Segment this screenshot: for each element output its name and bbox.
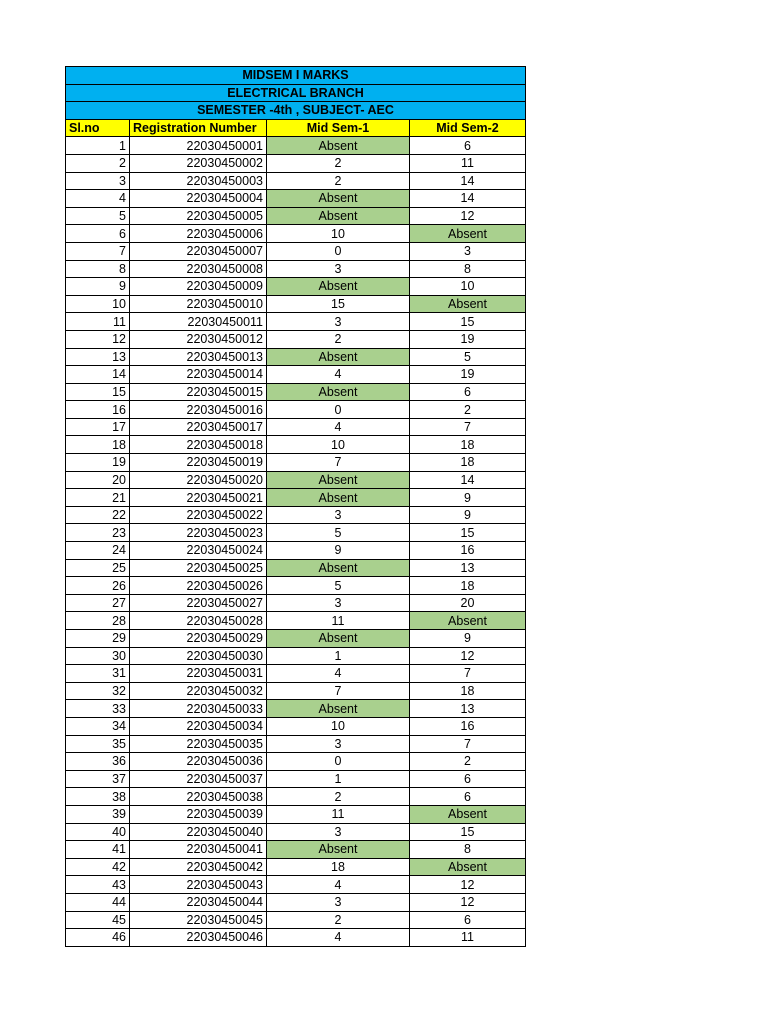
cell-registration[interactable]: 22030450026	[130, 577, 267, 595]
cell-midsem1[interactable]: 0	[267, 753, 410, 771]
table-row	[66, 207, 526, 225]
cell-midsem2[interactable]: Absent	[410, 225, 526, 243]
cell-slno[interactable]: 16	[66, 401, 130, 419]
table-row	[66, 647, 526, 665]
table-row	[66, 260, 526, 278]
cell-registration[interactable]: 22030450009	[130, 278, 267, 296]
cell-midsem2[interactable]: 7	[410, 735, 526, 753]
cell-registration[interactable]: 22030450007	[130, 242, 267, 260]
cell-slno[interactable]: 1	[66, 137, 130, 155]
cell-midsem1[interactable]: Absent	[267, 559, 410, 577]
cell-midsem1[interactable]: 3	[267, 735, 410, 753]
cell-midsem2[interactable]: 6	[410, 770, 526, 788]
table-row	[66, 911, 526, 929]
cell-midsem1[interactable]: Absent	[267, 471, 410, 489]
cell-midsem2[interactable]: 14	[410, 471, 526, 489]
cell-midsem2[interactable]: 12	[410, 647, 526, 665]
table-row	[66, 753, 526, 771]
cell-registration[interactable]: 22030450001	[130, 137, 267, 155]
cell-registration[interactable]: 22030450032	[130, 682, 267, 700]
cell-midsem1[interactable]: 3	[267, 594, 410, 612]
cell-registration[interactable]: 22030450033	[130, 700, 267, 718]
cell-midsem2[interactable]: 6	[410, 383, 526, 401]
cell-slno[interactable]: 29	[66, 630, 130, 648]
table-row	[66, 805, 526, 823]
cell-midsem1[interactable]: 3	[267, 313, 410, 331]
cell-registration[interactable]: 22030450042	[130, 858, 267, 876]
cell-registration[interactable]: 22030450043	[130, 876, 267, 894]
cell-midsem1[interactable]: 9	[267, 542, 410, 560]
cell-midsem1[interactable]: 0	[267, 242, 410, 260]
cell-slno[interactable]: 4	[66, 190, 130, 208]
cell-registration[interactable]: 22030450016	[130, 401, 267, 419]
cell-midsem2[interactable]: 13	[410, 559, 526, 577]
cell-midsem1[interactable]: Absent	[267, 841, 410, 859]
marks-table-body	[66, 67, 526, 947]
table-row	[66, 665, 526, 683]
cell-registration[interactable]: 22030450021	[130, 489, 267, 507]
cell-slno[interactable]: 36	[66, 753, 130, 771]
table-row	[66, 577, 526, 595]
cell-slno[interactable]: 35	[66, 735, 130, 753]
cell-slno[interactable]: 2	[66, 154, 130, 172]
table-row	[66, 858, 526, 876]
table-row	[66, 471, 526, 489]
cell-registration[interactable]: 22030450006	[130, 225, 267, 243]
cell-registration[interactable]: 22030450036	[130, 753, 267, 771]
cell-registration[interactable]: 22030450008	[130, 260, 267, 278]
cell-registration[interactable]: 22030450024	[130, 542, 267, 560]
cell-midsem1[interactable]: 15	[267, 295, 410, 313]
cell-slno[interactable]: 39	[66, 805, 130, 823]
table-row	[66, 154, 526, 172]
cell-registration[interactable]: 22030450037	[130, 770, 267, 788]
cell-midsem1[interactable]: 11	[267, 805, 410, 823]
cell-midsem2[interactable]: 12	[410, 207, 526, 225]
cell-midsem2[interactable]: Absent	[410, 612, 526, 630]
cell-midsem1[interactable]: 3	[267, 893, 410, 911]
cell-midsem1[interactable]: 18	[267, 858, 410, 876]
table-row	[66, 893, 526, 911]
cell-slno[interactable]: 34	[66, 717, 130, 735]
cell-slno[interactable]: 21	[66, 489, 130, 507]
table-row	[66, 682, 526, 700]
cell-slno[interactable]: 12	[66, 330, 130, 348]
cell-midsem2[interactable]: 13	[410, 700, 526, 718]
cell-midsem2[interactable]: 7	[410, 665, 526, 683]
cell-registration[interactable]: 22030450046	[130, 929, 267, 947]
table-row	[66, 313, 526, 331]
cell-slno[interactable]: 7	[66, 242, 130, 260]
cell-midsem1[interactable]: Absent	[267, 278, 410, 296]
cell-registration[interactable]: 22030450003	[130, 172, 267, 190]
table-row	[66, 401, 526, 419]
cell-registration[interactable]: 22030450039	[130, 805, 267, 823]
cell-registration[interactable]: 22030450010	[130, 295, 267, 313]
title-row	[66, 67, 526, 85]
cell-slno[interactable]: 28	[66, 612, 130, 630]
marks-table	[65, 66, 526, 947]
table-row	[66, 506, 526, 524]
cell-slno[interactable]: 33	[66, 700, 130, 718]
table-row	[66, 559, 526, 577]
table-row	[66, 436, 526, 454]
cell-midsem2[interactable]: 18	[410, 577, 526, 595]
cell-midsem2[interactable]: 18	[410, 682, 526, 700]
cell-midsem2[interactable]: 2	[410, 401, 526, 419]
cell-midsem1[interactable]: Absent	[267, 700, 410, 718]
table-row	[66, 137, 526, 155]
table-row	[66, 366, 526, 384]
cell-midsem2[interactable]: 8	[410, 260, 526, 278]
table-row	[66, 489, 526, 507]
cell-midsem2[interactable]: 18	[410, 436, 526, 454]
cell-registration[interactable]: 22030450004	[130, 190, 267, 208]
cell-registration[interactable]: 22030450023	[130, 524, 267, 542]
cell-midsem1[interactable]: 3	[267, 260, 410, 278]
cell-midsem2[interactable]: 5	[410, 348, 526, 366]
cell-registration[interactable]: 22030450031	[130, 665, 267, 683]
cell-registration[interactable]: 22030450022	[130, 506, 267, 524]
table-row	[66, 630, 526, 648]
cell-slno[interactable]: 13	[66, 348, 130, 366]
cell-registration[interactable]: 22030450029	[130, 630, 267, 648]
cell-slno[interactable]: 40	[66, 823, 130, 841]
cell-registration[interactable]: 22030450041	[130, 841, 267, 859]
cell-slno[interactable]: 9	[66, 278, 130, 296]
table-row	[66, 524, 526, 542]
cell-registration[interactable]: 22030450014	[130, 366, 267, 384]
cell-midsem2[interactable]: 9	[410, 630, 526, 648]
cell-midsem1[interactable]: 4	[267, 876, 410, 894]
cell-registration[interactable]: 22030450017	[130, 418, 267, 436]
cell-slno[interactable]: 43	[66, 876, 130, 894]
table-row	[66, 823, 526, 841]
table-row	[66, 929, 526, 947]
cell-midsem1[interactable]: Absent	[267, 207, 410, 225]
cell-registration[interactable]: 22030450013	[130, 348, 267, 366]
cell-slno[interactable]: 6	[66, 225, 130, 243]
cell-registration[interactable]: 22030450035	[130, 735, 267, 753]
cell-midsem2[interactable]: Absent	[410, 295, 526, 313]
table-row	[66, 278, 526, 296]
cell-registration[interactable]: 22030450038	[130, 788, 267, 806]
cell-slno[interactable]: 23	[66, 524, 130, 542]
table-row	[66, 700, 526, 718]
cell-registration[interactable]: 22030450027	[130, 594, 267, 612]
table-row	[66, 841, 526, 859]
cell-midsem1[interactable]: 7	[267, 682, 410, 700]
cell-slno[interactable]: 22	[66, 506, 130, 524]
cell-midsem2[interactable]: 15	[410, 823, 526, 841]
cell-midsem2[interactable]: 7	[410, 418, 526, 436]
cell-midsem1[interactable]: 1	[267, 770, 410, 788]
sheet-title[interactable]: MIDSEM I MARKS	[66, 67, 526, 85]
cell-registration[interactable]: 22030450011	[130, 313, 267, 331]
cell-slno[interactable]: 31	[66, 665, 130, 683]
table-row	[66, 612, 526, 630]
cell-midsem1[interactable]: 4	[267, 366, 410, 384]
table-row	[66, 295, 526, 313]
header-row	[66, 119, 526, 137]
cell-slno[interactable]: 45	[66, 911, 130, 929]
table-row	[66, 542, 526, 560]
table-row	[66, 242, 526, 260]
cell-slno[interactable]: 20	[66, 471, 130, 489]
cell-midsem1[interactable]: 4	[267, 929, 410, 947]
cell-slno[interactable]: 46	[66, 929, 130, 947]
cell-midsem1[interactable]: 2	[267, 154, 410, 172]
table-row	[66, 717, 526, 735]
semester-row	[66, 102, 526, 120]
cell-registration[interactable]: 22030450012	[130, 330, 267, 348]
table-row	[66, 330, 526, 348]
cell-registration[interactable]: 22030450040	[130, 823, 267, 841]
cell-midsem2[interactable]: 6	[410, 137, 526, 155]
cell-slno[interactable]: 25	[66, 559, 130, 577]
cell-midsem1[interactable]: 11	[267, 612, 410, 630]
cell-midsem1[interactable]: 5	[267, 524, 410, 542]
cell-midsem2[interactable]: 15	[410, 524, 526, 542]
cell-midsem1[interactable]: Absent	[267, 190, 410, 208]
cell-registration[interactable]: 22030450019	[130, 454, 267, 472]
cell-registration[interactable]: 22030450030	[130, 647, 267, 665]
column-header-midsem1[interactable]: Mid Sem-1	[267, 119, 410, 137]
cell-slno[interactable]: 15	[66, 383, 130, 401]
cell-midsem1[interactable]: 5	[267, 577, 410, 595]
table-row	[66, 348, 526, 366]
cell-midsem2[interactable]: 19	[410, 366, 526, 384]
column-header-midsem2[interactable]: Mid Sem-2	[410, 119, 526, 137]
cell-registration[interactable]: 22030450034	[130, 717, 267, 735]
cell-slno[interactable]: 44	[66, 893, 130, 911]
table-row	[66, 190, 526, 208]
cell-midsem2[interactable]: 19	[410, 330, 526, 348]
cell-slno[interactable]: 19	[66, 454, 130, 472]
table-row	[66, 594, 526, 612]
cell-midsem1[interactable]: 10	[267, 436, 410, 454]
cell-midsem2[interactable]: 15	[410, 313, 526, 331]
table-row	[66, 876, 526, 894]
cell-slno[interactable]: 10	[66, 295, 130, 313]
cell-registration[interactable]: 22030450025	[130, 559, 267, 577]
cell-midsem2[interactable]: 20	[410, 594, 526, 612]
cell-midsem1[interactable]: 7	[267, 454, 410, 472]
cell-midsem1[interactable]: 2	[267, 330, 410, 348]
cell-midsem2[interactable]: 3	[410, 242, 526, 260]
cell-registration[interactable]: 22030450018	[130, 436, 267, 454]
cell-slno[interactable]: 42	[66, 858, 130, 876]
cell-midsem2[interactable]: Absent	[410, 858, 526, 876]
table-row	[66, 418, 526, 436]
cell-slno[interactable]: 14	[66, 366, 130, 384]
cell-midsem1[interactable]: 1	[267, 647, 410, 665]
table-row	[66, 770, 526, 788]
cell-midsem2[interactable]: Absent	[410, 805, 526, 823]
cell-registration[interactable]: 22030450005	[130, 207, 267, 225]
cell-midsem2[interactable]: 9	[410, 489, 526, 507]
cell-slno[interactable]: 32	[66, 682, 130, 700]
column-header-registration[interactable]: Registration Number	[130, 119, 267, 137]
branch-row	[66, 84, 526, 102]
cell-slno[interactable]: 26	[66, 577, 130, 595]
cell-registration[interactable]: 22030450020	[130, 471, 267, 489]
cell-midsem1[interactable]: 10	[267, 717, 410, 735]
cell-midsem2[interactable]: 6	[410, 788, 526, 806]
cell-midsem2[interactable]: 16	[410, 717, 526, 735]
table-row	[66, 735, 526, 753]
cell-midsem2[interactable]: 16	[410, 542, 526, 560]
cell-slno[interactable]: 24	[66, 542, 130, 560]
cell-slno[interactable]: 41	[66, 841, 130, 859]
cell-midsem2[interactable]: 12	[410, 893, 526, 911]
cell-midsem1[interactable]: 2	[267, 788, 410, 806]
cell-registration[interactable]: 22030450045	[130, 911, 267, 929]
cell-midsem1[interactable]: Absent	[267, 489, 410, 507]
cell-slno[interactable]: 27	[66, 594, 130, 612]
cell-midsem2[interactable]: 10	[410, 278, 526, 296]
cell-midsem2[interactable]: 14	[410, 190, 526, 208]
cell-slno[interactable]: 18	[66, 436, 130, 454]
cell-midsem1[interactable]: 0	[267, 401, 410, 419]
cell-midsem2[interactable]: 6	[410, 911, 526, 929]
cell-midsem1[interactable]: Absent	[267, 348, 410, 366]
cell-slno[interactable]: 5	[66, 207, 130, 225]
cell-registration[interactable]: 22030450015	[130, 383, 267, 401]
cell-midsem2[interactable]: 12	[410, 876, 526, 894]
table-row	[66, 454, 526, 472]
cell-midsem1[interactable]: 3	[267, 823, 410, 841]
column-header-slno[interactable]: Sl.no	[66, 119, 130, 137]
cell-slno[interactable]: 8	[66, 260, 130, 278]
cell-midsem2[interactable]: 2	[410, 753, 526, 771]
cell-midsem1[interactable]: Absent	[267, 630, 410, 648]
cell-midsem1[interactable]: Absent	[267, 383, 410, 401]
table-row	[66, 788, 526, 806]
cell-slno[interactable]: 17	[66, 418, 130, 436]
cell-slno[interactable]: 3	[66, 172, 130, 190]
cell-midsem1[interactable]: 2	[267, 172, 410, 190]
cell-registration[interactable]: 22030450002	[130, 154, 267, 172]
cell-midsem1[interactable]: Absent	[267, 137, 410, 155]
cell-slno[interactable]: 37	[66, 770, 130, 788]
table-row	[66, 172, 526, 190]
cell-midsem2[interactable]: 8	[410, 841, 526, 859]
cell-midsem2[interactable]: 11	[410, 929, 526, 947]
cell-midsem1[interactable]: 3	[267, 506, 410, 524]
table-row	[66, 225, 526, 243]
cell-slno[interactable]: 11	[66, 313, 130, 331]
cell-slno[interactable]: 30	[66, 647, 130, 665]
branch-title[interactable]: ELECTRICAL BRANCH	[66, 84, 526, 102]
cell-registration[interactable]: 22030450028	[130, 612, 267, 630]
cell-slno[interactable]: 38	[66, 788, 130, 806]
cell-midsem2[interactable]: 18	[410, 454, 526, 472]
cell-midsem1[interactable]: 4	[267, 665, 410, 683]
cell-midsem1[interactable]: 2	[267, 911, 410, 929]
table-row	[66, 383, 526, 401]
cell-midsem2[interactable]: 11	[410, 154, 526, 172]
cell-midsem1[interactable]: 4	[267, 418, 410, 436]
semester-subject-title[interactable]: SEMESTER -4th , SUBJECT- AEC	[66, 102, 526, 120]
cell-midsem2[interactable]: 14	[410, 172, 526, 190]
cell-midsem1[interactable]: 10	[267, 225, 410, 243]
cell-registration[interactable]: 22030450044	[130, 893, 267, 911]
cell-midsem2[interactable]: 9	[410, 506, 526, 524]
